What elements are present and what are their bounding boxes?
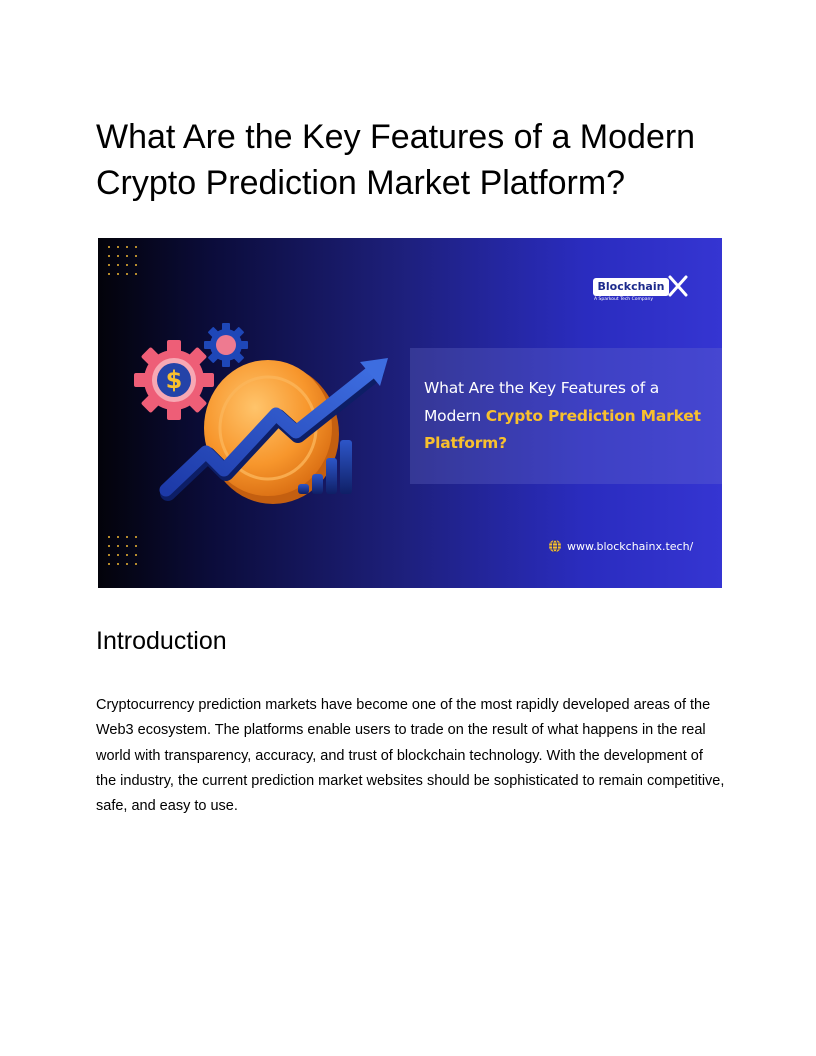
logo-tagline: A Sparkout Tech Company — [594, 297, 653, 302]
decorative-dots-top — [108, 246, 137, 275]
dollar-gear-icon — [134, 340, 214, 420]
banner-website — [548, 538, 693, 554]
section-heading-introduction: Introduction — [96, 627, 227, 655]
logo-x-mark-icon — [668, 275, 688, 297]
banner-headline — [424, 375, 714, 458]
banner-url-text: www.blockchainx.tech/ — [567, 539, 694, 553]
intro-paragraph: Cryptocurrency prediction markets have become one of the most rapidly developed areas of the Web3 ecosystem. The platforms enable users to trade on the result of what happens in the real world with transparency, accuracy, and trust of blockchain technology. With the development of the industry, the current prediction market websites should be sophisticated to remain competitive, safe, and easy to use. — [96, 697, 725, 815]
banner-headline-highlight: Crypto Prediction Market Platform? — [424, 406, 701, 452]
globe-icon — [548, 539, 562, 553]
logo-wordmark: Blockchain — [593, 278, 669, 296]
banner-headline-text: What Are the Key Features of a Modern — [424, 379, 660, 425]
page-title: What Are the Key Features of a Modern Crypto Prediction Market Platform? — [96, 118, 696, 202]
svg-text:$: $ — [165, 366, 183, 394]
gear-icon — [204, 323, 248, 367]
decorative-dots-bottom — [108, 536, 137, 565]
blockchainx-logo — [593, 278, 689, 304]
